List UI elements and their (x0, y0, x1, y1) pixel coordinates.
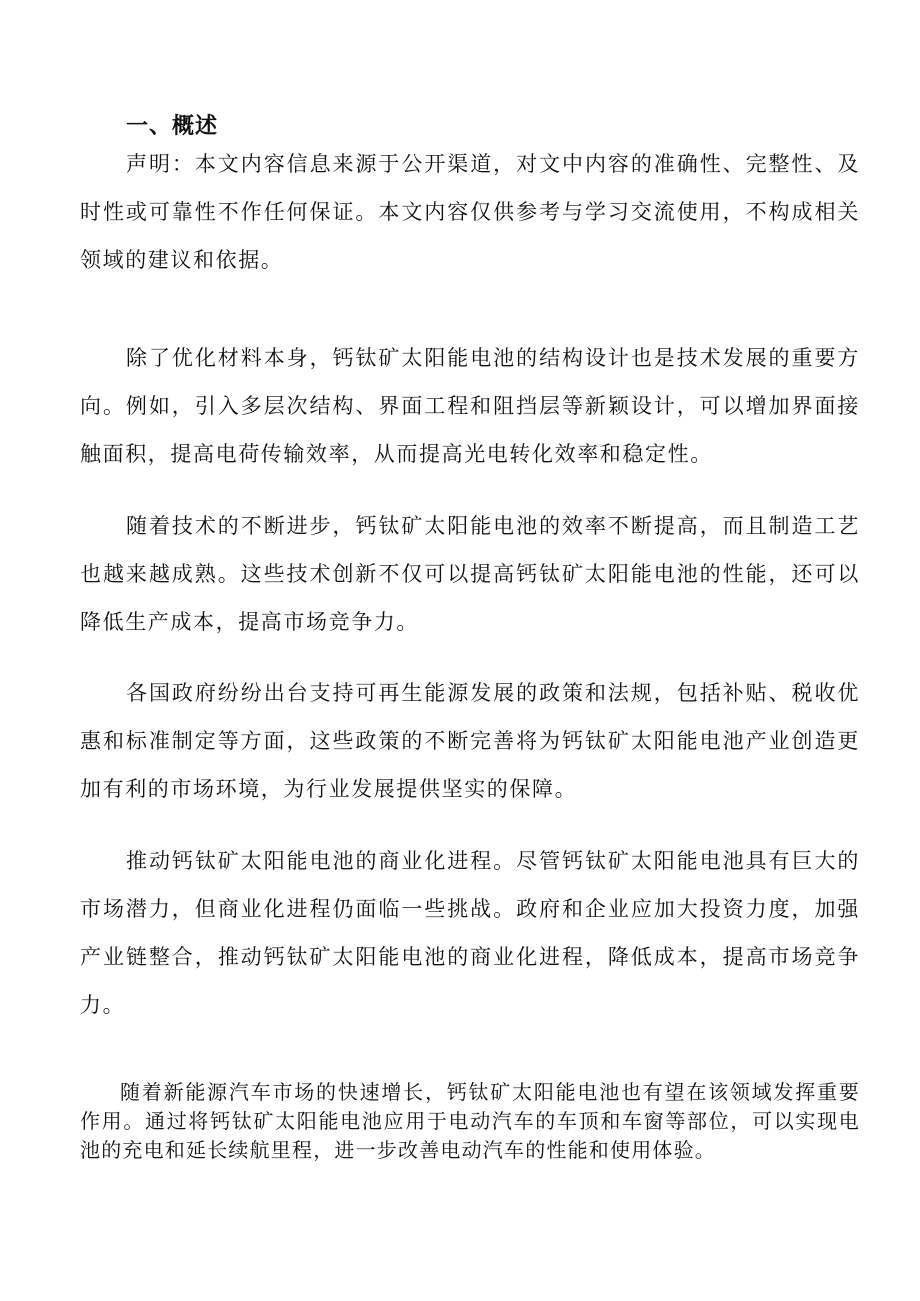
paragraph-electric-vehicles: 随着新能源汽车市场的快速增长，钙钛矿太阳能电池也有望在该领域发挥重要作用。通过将钙钛矿太阳能电池应用于电动汽车的车顶和车窗等部位，可以实现电池的充电和延长续航里程，进一步改善电动汽车的性能和使用体验。 (80, 1080, 860, 1162)
paragraph-commercialization: 推动钙钛矿太阳能电池的商业化进程。尽管钙钛矿太阳能电池具有巨大的市场潜力，但商业化进程仍面临一些挑战。政府和企业应加大投资力度，加强产业链整合，推动钙钛矿太阳能电池的商业化进程，降低成本，提高市场竞争力。 (80, 849, 860, 1017)
paragraph-disclaimer: 声明：本文内容信息来源于公开渠道，对文中内容的准确性、完整性、及时性或可靠性不作任何保证。本文内容仅供参考与学习交流使用，不构成相关领域的建议和依据。 (80, 152, 860, 272)
paragraph-technology-progress: 随着技术的不断进步，钙钛矿太阳能电池的效率不断提高，而且制造工艺也越来越成熟。这些技术创新不仅可以提高钙钛矿太阳能电池的性能，还可以降低生产成本，提高市场竞争力。 (80, 514, 860, 634)
section-heading: 一、概述 (126, 114, 219, 139)
paragraph-government-policy: 各国政府纷纷出台支持可再生能源发展的政策和法规，包括补贴、税收优惠和标准制定等方面，这些政策的不断完善将为钙钛矿太阳能电池产业创造更加有利的市场环境，为行业发展提供坚实的保障。 (80, 681, 860, 801)
paragraph-structure-design: 除了优化材料本身，钙钛矿太阳能电池的结构设计也是技术发展的重要方向。例如，引入多层次结构、界面工程和阻挡层等新颖设计，可以增加界面接触面积，提高电荷传输效率，从而提高光电转化效率和稳定性。 (80, 346, 860, 466)
